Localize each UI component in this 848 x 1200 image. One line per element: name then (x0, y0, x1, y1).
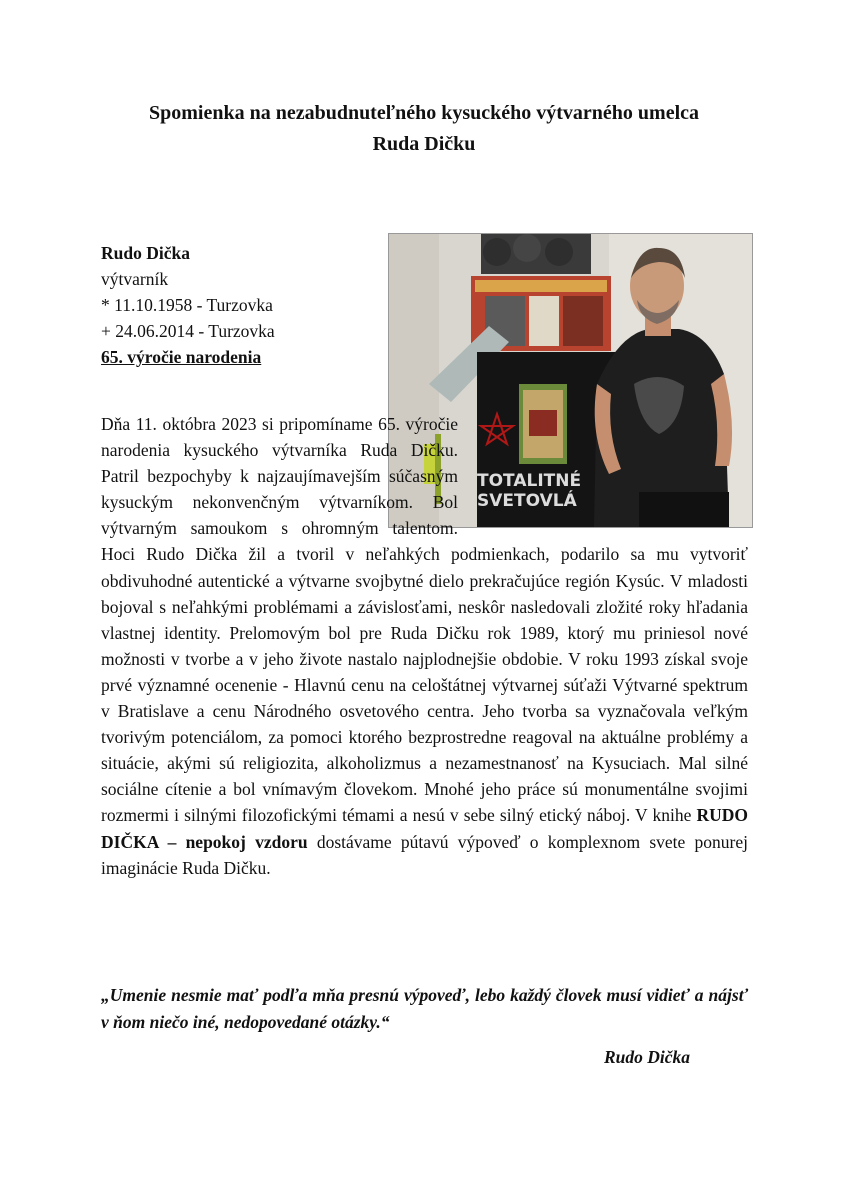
image-wrap-spacer (458, 411, 748, 541)
death-info: + 24.06.2014 - Turzovka (101, 321, 275, 341)
quote-author: Rudo Dička (604, 1047, 691, 1067)
anniversary-label: 65. výročie narodenia (101, 347, 262, 367)
sculpture-text-2: SVETOVLÁ (477, 491, 577, 511)
artist-name: Rudo Dička (101, 243, 190, 263)
title-line-1: Spomienka na nezabudnuteľného kysuckého výtvarného umelca (148, 102, 700, 124)
book-title: RUDO DIČKA – nepokoj vzdoru (101, 805, 748, 852)
sculpture-text-1: TOTALITNÉ (477, 471, 582, 491)
profile-block (101, 240, 275, 370)
body-text-main: Dňa 11. októbra 2023 si pripomíname 65. výročie narodenia kysuckého výtvarníka Ruda Dičku. Patril bezpochyby k najzaujímavejším súčasným kysuckým nekonvenčným výtvarníkom. Bol výtvarným samoukom s ohromným talentom. Hoci Rudo Dička žil a tvoril v neľahkých podmienkach, podarilo sa mu vytvoriť obdivuhodné autentické a výtvarne svojbytné dielo prekračujúce región Kysúc. V mladosti bojoval s neľahkými problémami a závislosťami, neskôr nasledovali zložité roky hľadania vlastnej identity. Prelomovým bol pre Ruda Dičku rok 1989, ktorý mu priniesol nové možnosti v tvorbe a v jeho živote nastalo najplodnejšie obdobie. V roku 1993 získal svoje prvé významné ocenenie - Hlavnú cenu na celoštátnej výtvarnej súťaži Výtvarné spektrum v Bratislave a cenu Národného osvetového centra. Jeho tvorba sa vyznačovala veľkým tvorivým potenciálom, za pomoci ktorého bezprostredne reagoval na aktuálne problémy a situácie, akými sú religiozita, alkoholizmus a nezamestnanosť na Kysuciach. Mal silné sociálne cítenie a bol vnímavým človekom. Mnohé jeho práce sú monumentálne svojimi rozmermi i silnými filozofickými témami a nesú v sebe silný etický náboj. V knihe (101, 414, 748, 826)
artist-occupation: výtvarník (101, 269, 169, 289)
artist-quote: „Umenie nesmie mať podľa mňa presnú výpoveď, lebo každý človek musí vidieť a nájsť v ňom niečo iné, nedopovedané otázky.“ (101, 985, 748, 1032)
body-text-end: dostávame pútavú výpoveď o komplexnom svete ponurej imaginácie Ruda Dičku. (101, 831, 748, 878)
title-line-2: Ruda Dičku (372, 133, 476, 155)
birth-info: * 11.10.1958 - Turzovka (101, 295, 273, 315)
document-title (60, 98, 788, 160)
article-body (101, 411, 748, 881)
